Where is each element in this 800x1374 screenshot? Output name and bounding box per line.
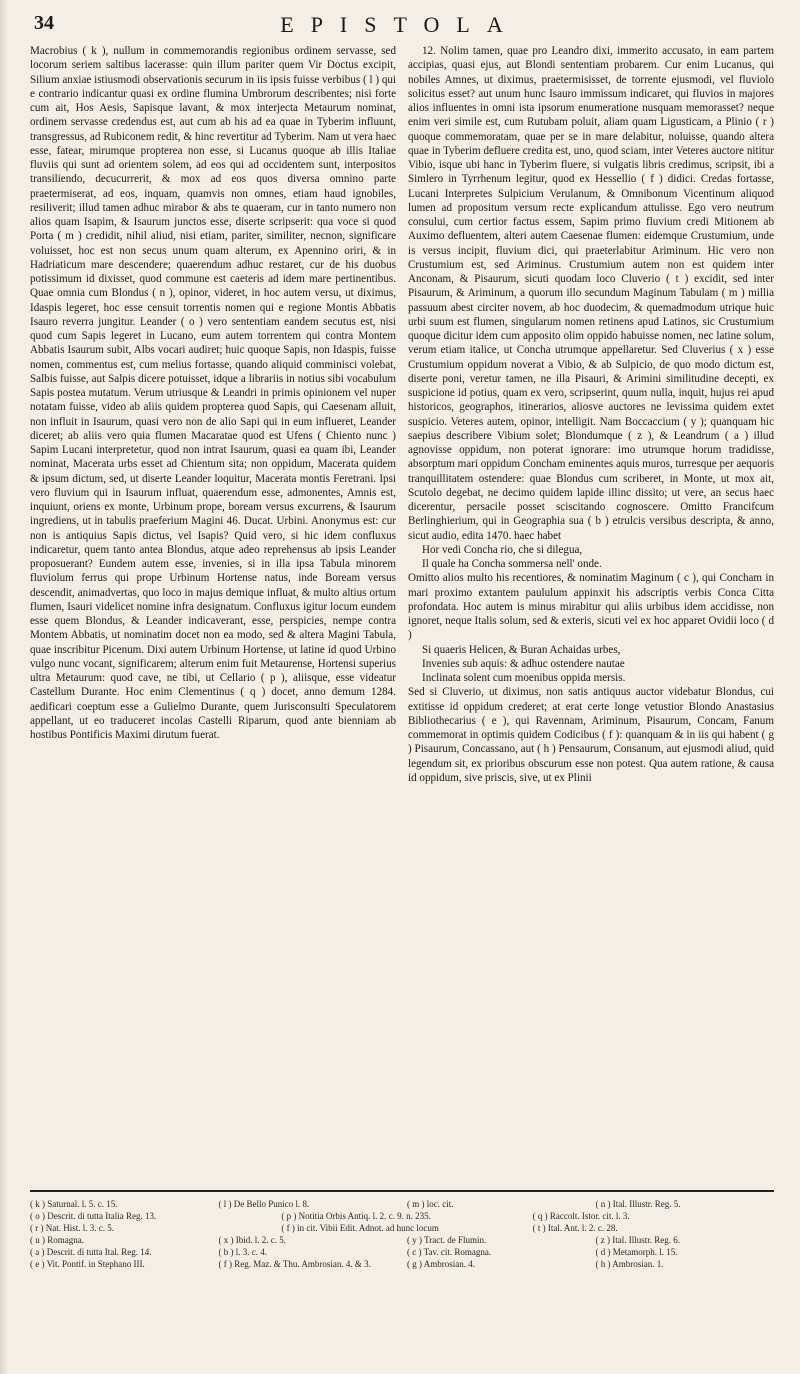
footnote-row <box>30 1222 774 1234</box>
footnote: ( c ) Tav. cit. Romagna. <box>407 1247 492 1257</box>
footnote-divider <box>30 1190 774 1192</box>
footnote: ( r ) Nat. Hist. l. 3. c. 5. <box>30 1223 114 1233</box>
page-gutter-shadow <box>0 0 8 1374</box>
verse-line: Hor vedi Concha rio, che si dilegua, <box>422 543 583 556</box>
footnote: ( m ) loc. cit. <box>407 1199 454 1209</box>
page-header <box>30 10 770 40</box>
right-column-text: Omitto alios multo his recentiores, & nominatim Maginum ( c ), qui Concham in mari proximo extantem paululum appinxit his adscriptis verbis Conca Citta profondata. Hoc autem is minus mirabitur qui aliis urbibus idem accidisse, non ignoret, neque Italis solum, sed & exteris, sicuti vel ex hoc apparet Ovidii loco ( d ) <box>408 572 774 642</box>
verse-line: Il quale ha Concha sommersa nell' onde. <box>422 558 602 570</box>
right-column-text: Sed si Cluverio, ut diximus, non satis antiquus auctor videbatur Blondus, cui extitisse id oppidum crederet; at erat certe longe vetustior Blondo Anastasius Bibliothecarius ( e ), qui Ravennam, Ariminum, Pisaurum, Concam, Fanum commemorat in optimis quidem Codicibus ( f ): quanquam & in iis qui habent ( g ) Pisaurum, Concassano, aut ( h ) Pensaurum, Consanum, aut ejusmodi aliud, quid legendum sit, ex prioribus obscurum esse non potest. Qua autem ratione, & causa id oppidum, sive priscis, sive, ut ex Plinii <box>408 686 774 784</box>
verse-line: Inclinata solent cum moenibus oppida mersis. <box>422 672 626 684</box>
running-title: EPISTOLA <box>280 12 520 37</box>
footnote: ( f ) Reg. Maz. & Thu. Ambrosian. 4. & 3. <box>218 1259 371 1269</box>
footnote: ( f ) in cit. Vibii Edit. Adnot. ad hunc locum <box>281 1223 439 1233</box>
footnote: ( x ) Ibid. l. 2. c. 5. <box>218 1235 286 1245</box>
footnote-row <box>30 1234 774 1246</box>
footnote: ( t ) Ital. Ant. l. 2. c. 28. <box>532 1223 618 1233</box>
left-column-text: Macrobius ( k ), nullum in commemorandis regionibus ordinem servasse, sed locorum seriem saltibus lacerasse: quin illum pariter quem Vir Doctus excipit, Silium anxiae istiusmodi observationis securum in iis ipsis fuisse verbibus ( l ) qui e contrario indicantur quasi ex ordine flumina Umbrorum describentes; nisi forte cum ait, Hos Aesis, Sapisque lavant, & mox interjecta Metaurum nominat, ordinem servasse credendus est, aut cum ab his ad ea quae in Tyberim influunt, transgressus, ad Rubiconem redit, & hinc revertitur ad Tyberim. Nam ut vera haec esse, fatear, mirumque propterea non esse, si Lucanus quoque ab illis Italiae fluviis qui sunt ad orientem solem, ad eos qui ad occidentem sunt, interpositos transiliendo, decucurrerit, & mox ad eos quos diversa omnino parte praetermiserat, ad eos, inquam, quamvis non omnes, etiam haud ignobiles, resiliverit; illud tamen adhuc mirabor & abs te quaeram, cur in tanto numero non alios quam Isapim, & Isaurum junctos esse, diserte scripserit: qua voce si quod Porta ( m ) credidit, nihil aliud, nisi etiam, pariter, similiter, necnon, significare voluisset, hoc est non secus unum quam alterum, ex Apennino oriri, & in Hadriaticum mare descendere; quaerendum adhuc restaret, cur de his duobus potissimum id dixisset, quod commune est caeteris ad idem mare pertinentibus. Quae omnia cum Blondus ( n ), opinor, videret, in hoc autem versu, ut diximus, Idaspis legeret, hoc esse censuit torrentis nomen qui e regione Montis Abbatis Isauro reverra jungitur. Leander ( o ) vero sententiam eandem secutus est, nisi quod cum Sapis legeret in Lucano, eum autem torrentem qui contra Montem Abbatis Isaurum subit, Albs vocari audiret; huic quoque Sapis, non Idaspis, fuisse nomen, commentus est, cum melius fortasse, quando aliquid comminisci volebat, Salbis fuisse, aut Salpis dicere potuisset, idque a librariis in notius sibi vocabulum Sapis postea mutatum. Verum utriusque & Leandri in primis opinionem vel nuper notatam fuisse, video ab aliis quidem propterea quod Sapis, qui Caesenam alluit, non influit in Isaurum, quasi vero non de alio Sapi qui in eum influeret, Leander diceret; ab aliis vero quia flumen Macaratae quod est Ufens ( Chiento nunc ) Sapim Lucani interpretetur, quod non intrat Isaurum, quasi ea quam ibi, Leander nominat, Macerata urbs esset ad Chientum sita; non oppidum, Macerata quidem & ipsum dictum, sed, ut diserte Leander loquitur, Macerata montis Feretrani. Ipsi vero fluvium qui in Isaurum influat, quaerendum esse, admonentes, Amnis est, inquiunt, oriens ex monte, Urbinum prope, boream versus excurrens, & Isaurum ingrediens, ut in tabulis praeferium Magini 46. Ducat. Urbini. Anonymus est: cur non is antiquius Sapis dictus, vel Isapis? Quid vero, si hic idem confluxus indicaretur, quem tanto antea Blondus, atque adeo reprehensus ab ipsis Leander proposuerant? Eundem autem esse, invenies, si in illa ipsa Tabula minorem fluviolum ferrus qui prope Urbinum Hortense natus, inde Boream versus descendit, animadvertas, quo loco in majus demique influat, & multo altius ortum flumen, Isauri videlicet nomine infra designatum. Confluxus igitur locum eundem esse quem Blondus, & Leander indicaverant, esse, perspicies, nempe contra Montem Abbatis, ut nominatim docet non ea modo, sed & altera Magini Tabula, quae inscribitur Picenum. Dixi autem Urbinum Hortense, ut latine id quod Urbino vulgo nunc vocant, significarem; alterum enim fuit Metaurense, Hortensi superius ultra Metaurum: quod cave, ne tibi, ut Cellario ( p ), aliisque, esse videatur Castellum Durante. Hoc enim Clementinus ( q ) docet, anno demum 1284. aedificari coeptum esse a Gulielmo Durante, quem Jurisconsulti Speculatorem appellant, ut eo traduceret incolas Castelli Riparum, quod ante bienniam ab hostibus Pontificis Maximi dirutum fuerat. <box>30 45 396 741</box>
right-column <box>408 44 774 1184</box>
text-columns <box>30 44 774 1184</box>
verse-line: Invenies sub aquis: & adhuc ostendere nautae <box>422 657 625 670</box>
verse-line: Si quaeris Helicen, & Buran Achaidas urbes, <box>422 643 621 656</box>
footnote: ( g ) Ambrosian. 4. <box>407 1259 475 1269</box>
paragraph-12: 12. Nolim tamen, quae pro Leandro dixi, immerito accusato, in eam partem accipias, quasi ejus, aut Blondi sententiam probarem. Cur enim Lucanus, qui nobiles Amnes, ut diximus, praetermisisset, de torrente ejusmodi, vel fluviolo solicitus esset? aut unum hunc Isauro immissum indicaret, qui fluvios in majores alios influentes in omni ista ipsorum enumeratione nusquam memorasset? neque enim veri simile est, cum Rutubam poluit, aliam quam Ligusticam, a Plinio ( r ) quoque commemoratam, quae per se in mare delabitur, noluisse, quando altera quae in Tyberim defluere credita est, uno, quod sciam, inter Veteres auctore nititur Vibio, isque ubi hanc in Tyberim fluere, si vulgatis libris credimus, scripsit, ibi a Simlero in Tyrrhenum legitur, quod ex Hessellio ( f ) didici. Credas fortasse, Lucani Interpretes Sulpicium Verulanum, & Omnibonum Vicentinum aliquod lumen ad propositum versum recte explicandum attulisse. Ego vero neutrum consului, cum certior factus essem, Sapim primo fluvium credi Mitionem ab Auximo defluentem, alteri autem Caesenae flumen: eidemque Crustumium, unde is versus incipit, fluvium dici, qui praeterlabitur Ariminum. Hic vero non Crustumium est, sed Ariminus. Crustumium autem non est quidem inter Anconam, & Pisaurum, sicuti quodam loco Cluverio ( t ) excidit, sed inter Pisaurum, & Ariminum, a quorum illo secundum Maginum Tabulam ( m ) millia passuum abest circiter novem, ab hoc duodecim, & quemadmodum utrique huic urbi suum est flumen, singularum nomen retinens apud Latinos, sic Crustumium quoque dicitur idem cum apposito olim oppido habuisse nomen, nec latine solum, verum etiam italice, ut Concha utrumque appellaretur. Sed Cluverius ( x ) esse Crustumium oppidum noverat a Vibio, & ab Sulpicio, de quo modo dictum est, diserte poni, veretur tamen, ne illa Pisauri, & Arimini similitudine decepti, ex suspicione id potius, quam ex vero, scripserint, quum nulla, inquit, hujus rei apud historicos, geographos, itinerarios, aliosve auctores ne levissima quidem extet suspicio. Veteres autem, opinor, intelligit. Nam Boccaccium ( y ); quanquam hic saepius describere Vibium solet; Blondumque ( z ), & Leandrum ( a ) illud agnovisse oppidum, non poterat ignorare: imo utrumque horum tradidisse, absorptum mari oppidum Concham eminentes aquis muros, turresque per aequoris tranquillitatem ostendere: quae Blondus cum scriberet, in Monte, ut mox ait, Scutolo degebat, ne decimo quidem lapide illinc dissito; ut vere, an secus haec dicerentur, persacile posset sciscitando cognoscere. Omitto Francifcum Berlinghierium, qui in Geographia sua ( b ) etrulcis versibus descripta, & anno, sicut audio, edita 1470. haec habet <box>408 45 774 542</box>
footnote: ( e ) Vit. Pontif. in Stephano III. <box>30 1259 145 1269</box>
footnote: ( h ) Ambrosian. 1. <box>595 1259 664 1269</box>
footnote: ( z ) Ital. Illustr. Reg. 6. <box>595 1235 680 1245</box>
footnote: ( n ) Ital. Illustr. Reg. 5. <box>595 1199 681 1209</box>
footnote: ( o ) Descrit. di tutta Italia Reg. 13. <box>30 1211 157 1221</box>
footnote-row <box>30 1258 774 1270</box>
footnotes <box>30 1198 774 1270</box>
footnote-row <box>30 1246 774 1258</box>
footnote: ( q ) Raccolt. Istor. cit. l. 3. <box>532 1211 630 1221</box>
footnote: ( a ) Descrit. di tutta Ital. Reg. 14. <box>30 1247 152 1257</box>
footnote: ( d ) Metamorph. l. 15. <box>595 1247 678 1257</box>
footnote: ( p ) Notitia Orbis Antiq. l. 2. c. 9. n. 235. <box>281 1211 431 1221</box>
footnote: ( u ) Romagna. <box>30 1235 84 1245</box>
footnote-row <box>30 1198 774 1210</box>
footnote-row <box>30 1210 774 1222</box>
footnote: ( l ) De Bello Punico l. 8. <box>218 1199 310 1209</box>
footnote: ( y ) Tract. de Flumin. <box>407 1235 487 1245</box>
footnote: ( b ) l. 3. c. 4. <box>218 1247 267 1257</box>
page-number: 34 <box>34 12 54 34</box>
footnote: ( k ) Saturnal. l. 5. c. 15. <box>30 1199 118 1209</box>
left-column <box>30 44 396 1184</box>
